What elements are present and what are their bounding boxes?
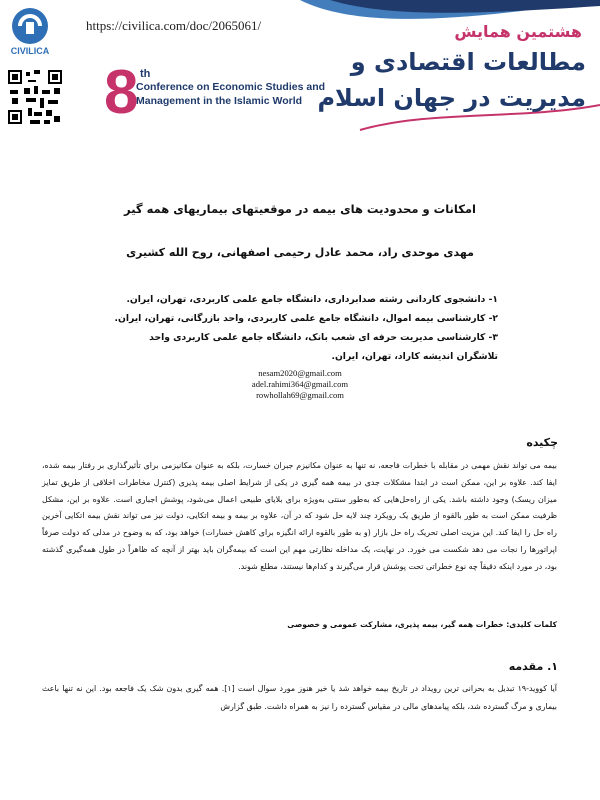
- paper-authors: مهدی موحدی راد، محمد عادل رحیمی اصفهانی، روح الله کشیری: [126, 246, 474, 259]
- paper-title: امکانات و محدودیت های بیمه در موقعیتهای بیماریهای همه گیر: [124, 202, 476, 216]
- edition-suffix: th: [140, 68, 151, 80]
- email-3[interactable]: rowhollah69@gmail.com: [256, 390, 344, 400]
- conference-name-persian-line1: مطالعات اقتصادی و: [350, 48, 586, 76]
- affiliation-3: ۳- کارشناسی مدیریت حرفه ای شعب بانک، دانشگاه جامع علمی کاربردی واحد تلاشگران اندیشه کاراد، تهران، ایران.: [149, 332, 498, 362]
- keywords: کلمات کلیدی: خطرات همه گیر، بیمه پذیری، مشارکت عمومی و خصوصی: [287, 620, 557, 629]
- conference-name-persian-top: هشتمین همایش: [454, 22, 582, 41]
- conference-name-persian-line2: مدیریت در جهان اسلام: [317, 84, 586, 112]
- document-url[interactable]: https://civilica.com/doc/2065061/: [86, 18, 262, 33]
- affiliation-2: ۲- کارشناسی بیمه اموال، دانشگاه جامع علمی کاربردی، واحد بازرگانی، تهران، ایران.: [114, 313, 498, 324]
- introduction-text: آیا کووید-۱۹ تبدیل به بحرانی ترین رویداد در تاریخ بیمه خواهد شد یا خیر هنوز مورد سوال است [۱]. همه گیری بدون شک یک فاجعه بود. این نه تنها باعث بیماری و مرگ گسترده شد، بلکه پیامدهای مالی در مقیاس گسترده را نیز به همراه داشت. طبق گزارش: [42, 684, 557, 711]
- civilica-logo: [2, 4, 58, 56]
- qr-code-icon: [6, 68, 64, 126]
- affiliations: [108, 290, 498, 366]
- abstract-heading: چکیده: [526, 436, 558, 449]
- affiliation-1: ۱- دانشجوی کاردانی رشته صدابرداری، دانشگاه جامع علمی کاربردی، تهران، ایران.: [126, 294, 498, 305]
- email-1[interactable]: nesam2020@gmail.com: [258, 368, 342, 378]
- edition-number: 8: [104, 58, 139, 127]
- conference-header: [0, 0, 600, 140]
- introduction-heading: ۱. مقدمه: [508, 660, 558, 673]
- conference-name-english: Conference on Economic Studies and Management in the Islamic World: [136, 81, 326, 107]
- abstract-text: بیمه می تواند نقش مهمی در مقابله با خطرات فاجعه، نه تنها به عنوان مکانیزم جبران خسارت، بلکه به عنوان مکانیزمی برای تأثیرگذاری بر رفتار بیمه شده، ایفا کند. علاوه بر این، ممکن است در ابتدا مشکلات جدی در بیمه همه گیری در یکی از شرایط اصلی بیمه پذیری (کنترل مخاطرات اخلاقی از طریق تمایز میزان ریسک) وجود داشته باشد. یکی از راه‌حل‌هایی که به‌طور سنتی به‌ویژه برای بلایای طبیعی اعمال می‌شود، پوشش اجباری است. علاوه بر این، مشکل ظرفیت ممکن است به طور بالقوه از طریق یک رویکرد چند لایه حل شود که در آن، علاوه بر بیمه و بیمه اتکایی، دولت نیز می تواند نقش بیمه اتکایی آخرین راه حل را ایفا کند. این مزیت اصلی تحریک راه حل بازار (و به طور بالقوه ارائه انگیزه برای کاهش خسارات) خواهد بود، که به وضوح در مدلی که دولت صرفاً اپراتورها را نجات می دهد شکست می خورد. در نهایت، یک مداخله نظارتی مهم این است که بیمه‌گران باید بهتر از آنچه که ظاهراً در طول همه‌گیری گذشته بود، در مورد اینکه دقیقاً چه نوع خطراتی تحت پوشش قرار می‌گیرند و کدام‌ها نیستند، مطلع شوند.: [42, 461, 557, 571]
- civilica-logo-text: CIVILICA: [10, 46, 50, 56]
- email-2[interactable]: adel.rahimi364@gmail.com: [251, 379, 349, 389]
- author-emails: [200, 368, 400, 401]
